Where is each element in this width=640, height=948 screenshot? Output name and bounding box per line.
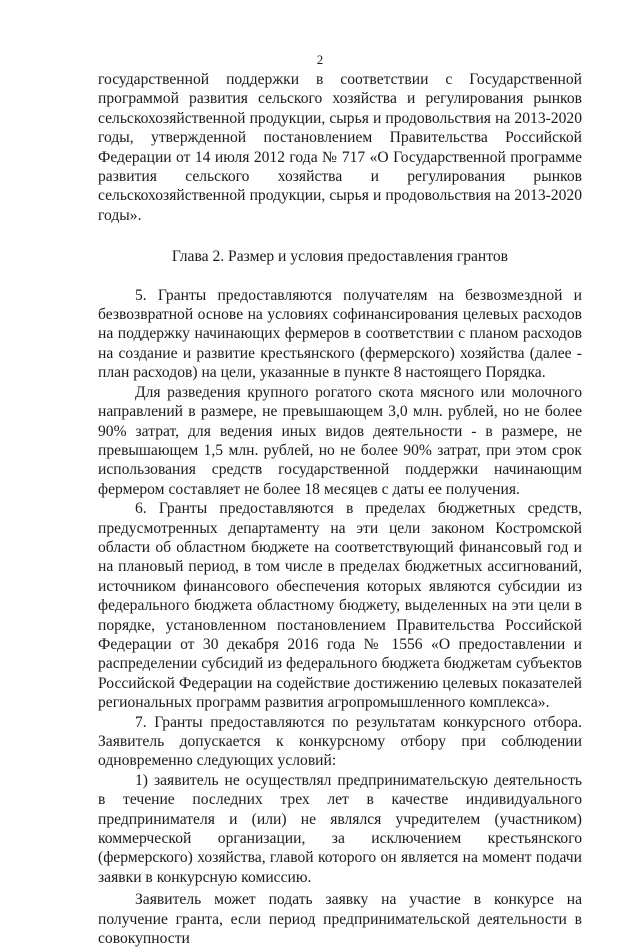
document-body xyxy=(98,70,582,948)
condition-1: 1) заявитель не осуществлял предпринимательскую деятельность в течение последних трех лет в качестве индивидуального предпринимателя и (или) не являлся учредителем (участником) коммерческой организации, за исключением крестьянского (фермерского) хозяйства, главой которого он является на момент подачи заявки в конкурсную комиссию. xyxy=(98,771,582,886)
paragraph-7: 7. Гранты предоставляются по результатам конкурсного отбора. Заявитель допускается к конкурсному отбору при соблюдении одновременно следующих условий: xyxy=(98,713,582,770)
chapter-heading: Глава 2. Размер и условия предоставления грантов xyxy=(171,248,509,266)
paragraph-5-amounts: Для разведения крупного рогатого скота мясного или молочного направлений в размере, не превышающем 3,0 млн. рублей, но не более 90% затрат, для ведения иных видов деятельности - в размере, не превышающем 1,5 млн. рублей, но не более 90% затрат, при этом срок использования средств государственной поддержки начинающим фермером составляет не более 18 месяцев с даты ее получения. xyxy=(98,383,582,498)
paragraph-6: 6. Гранты предоставляются в пределах бюджетных средств, предусмотренных департаменту на эти цели законом Костромской области об областном бюджете на соответствующий финансовый год и на плановый период, в том числе в пределах бюджетных ассигнований, источником финансового обеспечения которых являются субсидии из федерального бюджета областному бюджету, выделенных на эти цели в порядке, установленном постановлением Правительства Российской Федерации от 30 декабря 2016 года № 1556 «О предоставлении и распределении субсидий из федерального бюджета бюджетам субъектов Российской Федерации на содействие достижению целевых показателей региональных программ развития агропромышленного комплекса». xyxy=(98,500,582,712)
intro-paragraph: государственной поддержки в соответствии с Государственной программой развития сельского хозяйства и регулирования рынков сельскохозяйственной продукции, сырья и продовольствия на 2013-2020 годы, утвержденной постановлением Правительства Российской Федерации от 14 июля 2012 года № 717 «О Государственной программе развития сельского хозяйства и регулирования рынков сельскохозяйственной продукции, сырья и продовольствия на 2013-2020 годы». xyxy=(98,71,582,224)
paragraph-5: 5. Гранты предоставляются получателям на безвозмездной и безвозвратной основе на условиях софинансирования целевых расходов на поддержку начинающих фермеров в соответствии с планом расходов на создание и развитие крестьянского (фермерского) хозяйства (далее - план расходов) на цели, указанные в пункте 8 настоящего Порядка. xyxy=(98,286,582,382)
paragraph-applicant: Заявитель может подать заявку на участие в конкурсе на получение гранта, если период предпринимательской деятельности в совокупности xyxy=(98,891,582,948)
page-number: 2 xyxy=(316,52,324,67)
